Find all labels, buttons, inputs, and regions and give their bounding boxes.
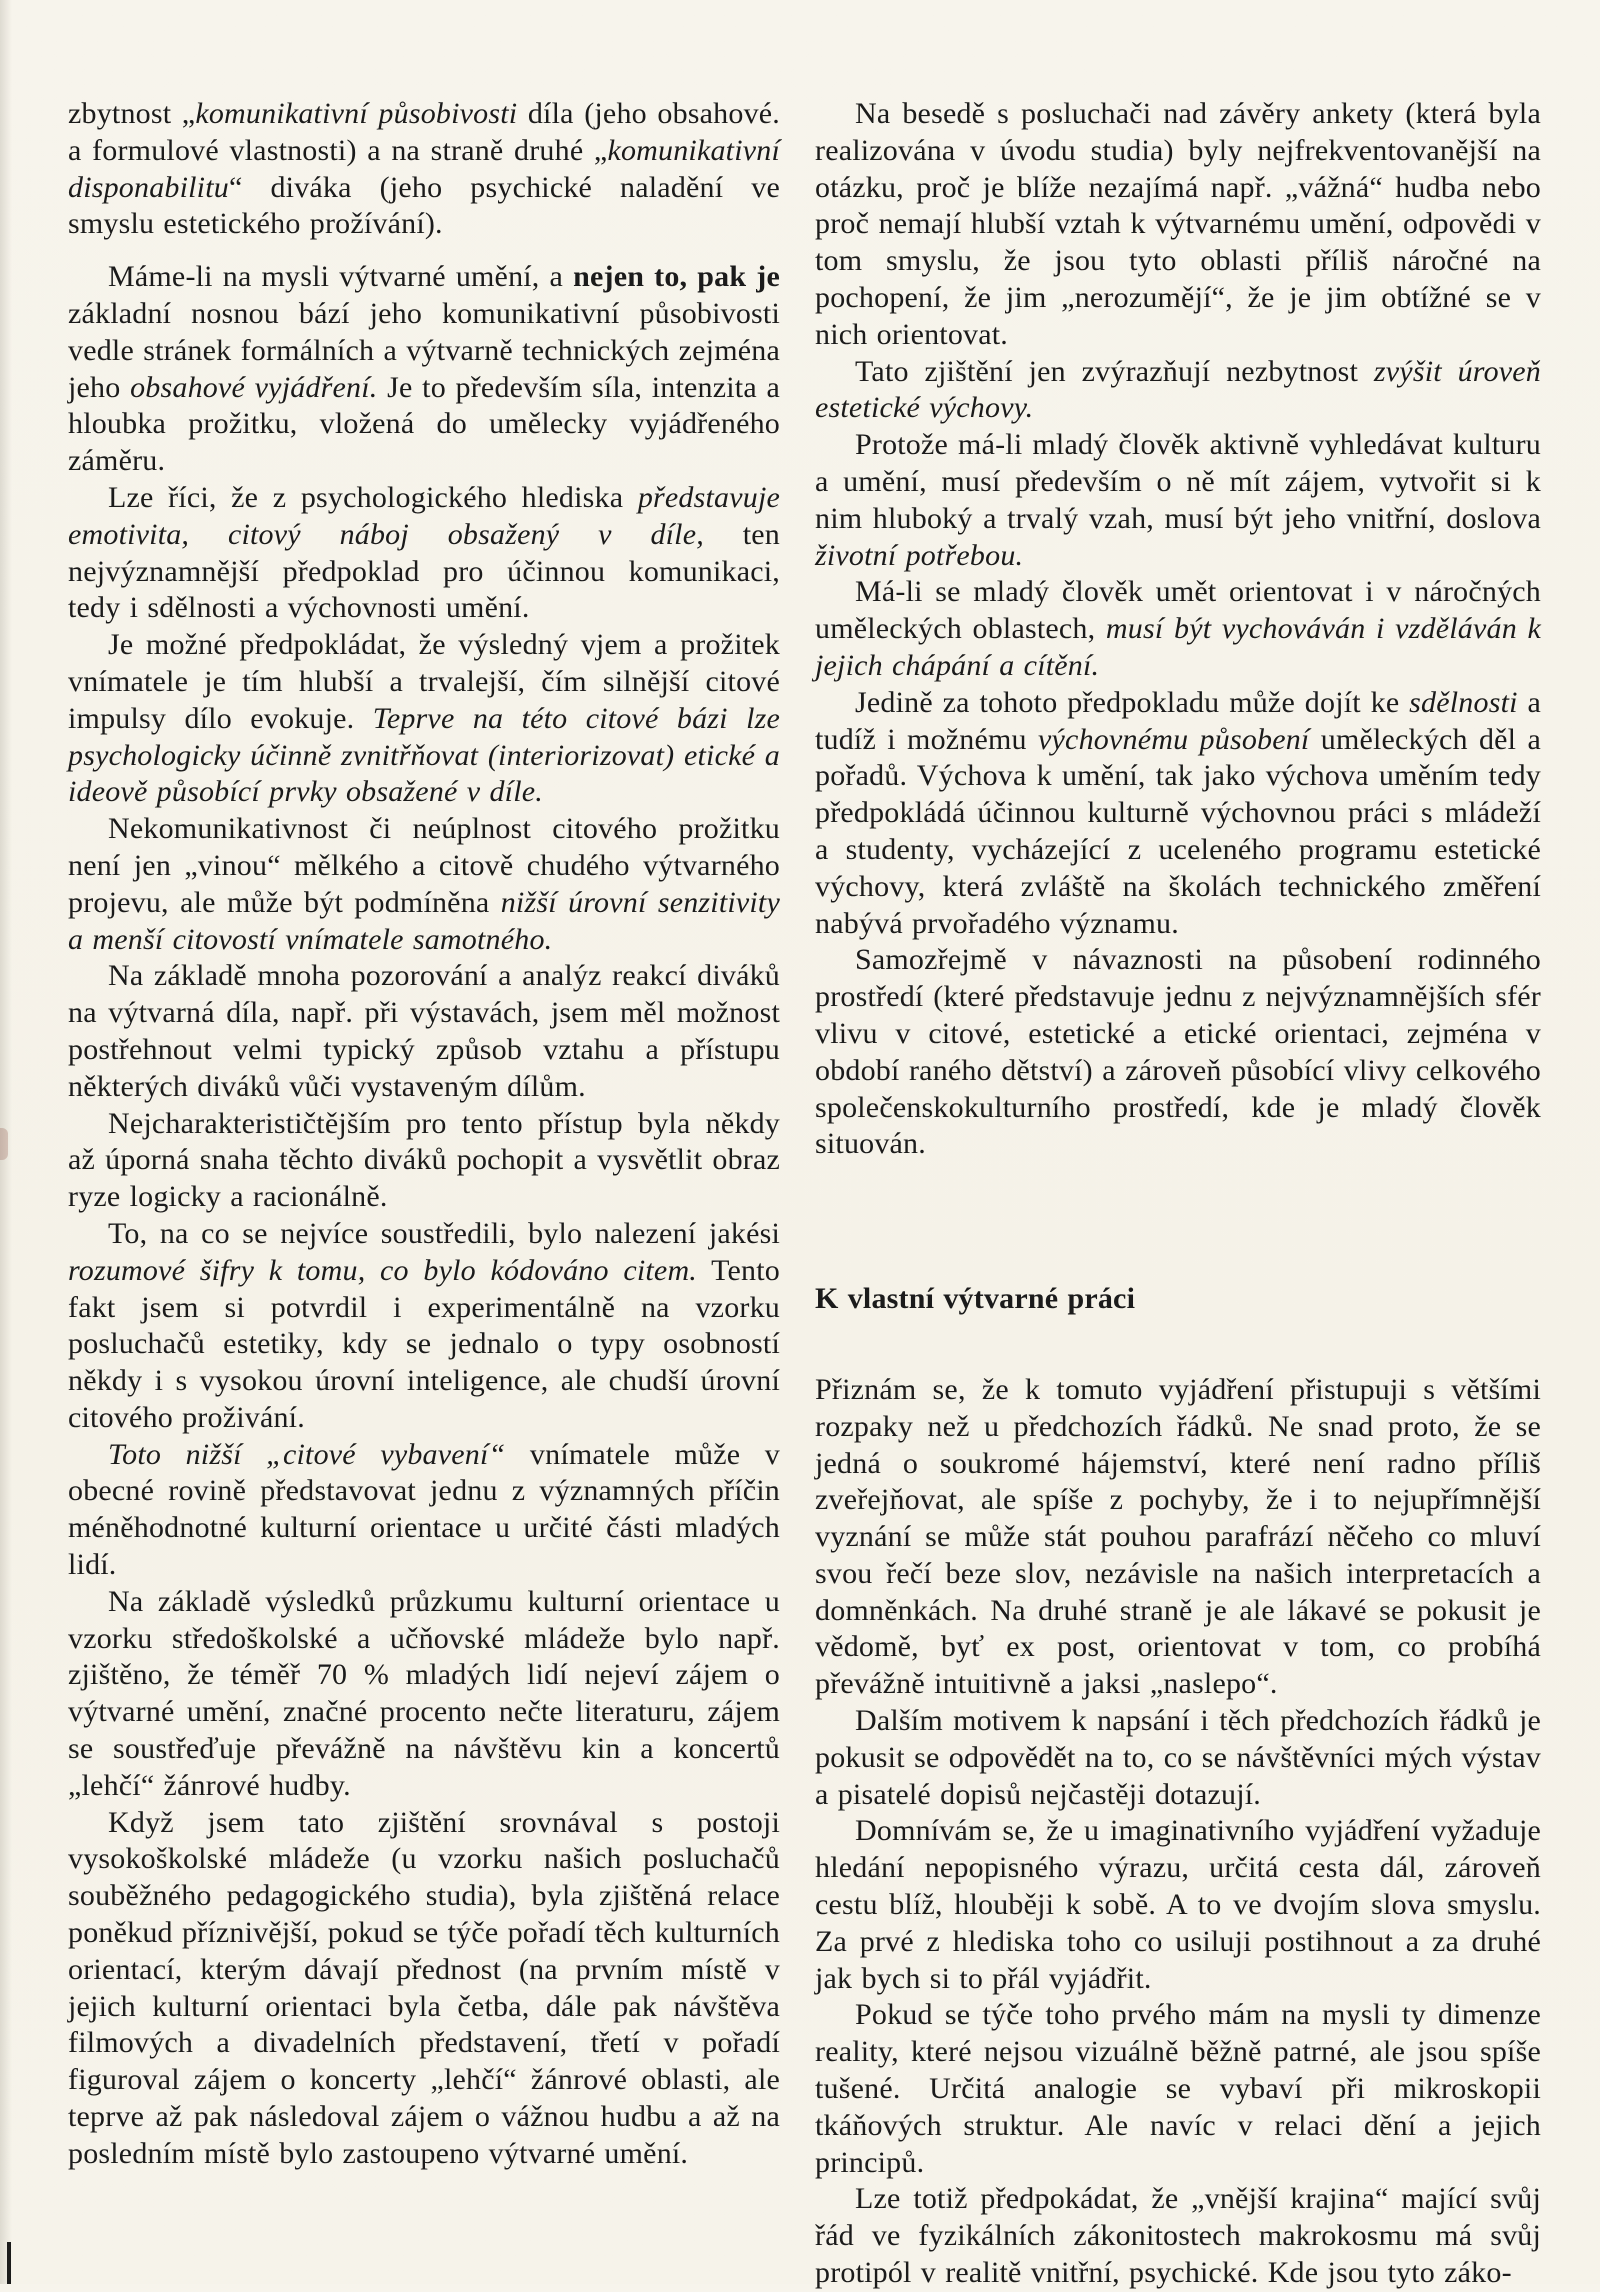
paragraph — [68, 1805, 780, 2173]
right-column — [815, 96, 1541, 2292]
scan-smudge-artifact — [0, 1128, 8, 1160]
text-run: rozumové šifry k tomu, co bylo kódováno citem. — [68, 1253, 698, 1287]
text-run: nejen to, pak je — [573, 260, 780, 294]
paragraph — [815, 1997, 1541, 2181]
text-run: Má-li se mladý člověk umět orientovat i v náročných uměleckých oblastech, — [815, 575, 1541, 646]
paragraph — [815, 354, 1541, 428]
text-run: Je to především síla, intenzita a hloubka prožitku, vložená do umělecky vyjádřeného záměru. — [68, 370, 781, 478]
scan-mark-artifact — [7, 2242, 11, 2284]
text-run: Pokud se týče toho prvého mám na mysli ty dimenze reality, které nejsou vizuálně běžně patrné, ale jsou spíše tušené. Určitá analogie se vybaví při mikroskopii tkáňových struktur. Ale navíc v relaci dění a jejich principů. — [815, 1998, 1541, 2179]
text-run: Nekomunikativnost či neúplnost citového prožitku není jen „vinou“ mělkého a citově chudého výtvarného projevu, ale může být podmíněna — [68, 812, 780, 919]
text-run: To, na co se nejvíce soustředili, bylo nalezení jakési — [108, 1216, 780, 1250]
text-run: Na základě výsledků průzkumu kulturní orientace u vzorku středoškolské a učňovské mládeže bylo např. zjištěno, že téměř 70 % mladých lidí nejeví zájem o výtvarné umění, značné procento nečte literaturu, zájem se soustřeďuje převážně na návštěvu kin a koncertů „lehčí“ žánrové hudby. — [68, 1584, 780, 1802]
text-run: “ diváka (jeho psychické naladění ve smyslu estetického prožívání). — [68, 170, 780, 241]
text-run: Lze říci, že z psychologického hlediska — [108, 480, 638, 514]
paragraph — [815, 942, 1541, 1163]
paragraph — [68, 1437, 780, 1584]
text-run: životní potřebou. — [815, 538, 1024, 572]
text-run: uměleckých děl a pořadů. Výchova k umění, tak jako výchova uměním tedy předpokládá účinnou kulturně výchovnou práci s mládeží a studenty, vycházející z uceleného programu estetické výchovy, která zvláště na školách technického změření nabývá prvořadého významu. — [815, 722, 1541, 940]
text-run: Přiznám se, že k tomuto vyjádření přistupuji s většími rozpaky než u předchozích řádků. Ne snad proto, že se jedná o soukromé hájemství, které není radno příliš zveřejňovat, ale spíše z pochyby, že i to nejupřímnější vyznání se může stát pouhou parafrází něčeho co mluví svou řečí beze slov, nezávisle na našich interpretacích a domněnkách. Na druhé straně je ale lákavé se pokusit je vědomě, byť ex post, orientovat v tom, co probíhá převážně intuitivně a jaksi „naslepo“. — [815, 1372, 1541, 1701]
text-run: Na základě mnoha pozorování a analýz reakcí diváků na výtvarná díla, např. při výstavách, jsem měl možnost postřehnout velmi typický způsob vztahu a přístupu některých diváků vůči vystaveným dílům. — [68, 959, 780, 1103]
text-run: Je možné předpokládat, že výsledný vjem a prožitek vnímatele je tím hlubší a trvalejší, čím silnější citové impulsy dílo evokuje. — [68, 628, 780, 735]
text-run: komunikativní působivosti — [195, 97, 518, 130]
text-run: Tento fakt jsem si potvrdil i experimentálně na vzorku posluchačů estetiky, kdy se jednalo o typy osobností někdy i s vysokou úrovní inteligence, ale chudší úrovní citového proživání. — [68, 1253, 780, 1434]
text-run: vnímatele může v obecné rovině představovat jednu z významných příčin méněhodnotné kulturní orientace u určité části mladých lidí. — [68, 1437, 780, 1582]
section-heading: K vlastní výtvarné práci — [815, 1282, 1136, 1316]
text-run: sdělnosti — [1409, 685, 1518, 719]
left-column — [68, 96, 780, 2173]
text-run: obsahové vyjádření. — [130, 370, 378, 404]
text-run: zvýšit úroveň estetické výchovy. — [815, 354, 1541, 425]
paragraph — [815, 96, 1541, 354]
text-run: představuje emotivita, citový náboj obsažený v díle, — [68, 480, 780, 551]
paragraph — [68, 1216, 780, 1437]
text-run: díla (jeho obsahové. a formulové vlastnosti) a na straně druhé „ — [68, 97, 780, 167]
text-run: zbytnost „ — [68, 97, 196, 130]
text-run: nižší úrovní senzitivity a menší citovostí vnímatele samotného. — [68, 885, 780, 956]
text-run: Jedině za tohoto předpokladu může dojít ke — [855, 685, 1410, 719]
paragraph — [68, 96, 780, 243]
text-run: Teprve na této citové bázi lze psychologicky účinně zvnitřňovat (interiorizovat) etické a ideově působící prvky obsažené v díle. — [68, 701, 780, 809]
paragraph — [815, 1813, 1541, 1997]
text-run: Lze totiž předpokádat, že „vnější krajina“ mající svůj řád ve fyzikálních zákonitostech makrokosmu má svůj protipól v realitě vnitřní, psychické. Kde jsou tyto záko- — [815, 2182, 1541, 2290]
paragraph — [815, 574, 1541, 684]
text-run: Máme-li na mysli výtvarné umění, a — [108, 260, 574, 294]
text-run: Domnívám se, že u imaginativního vyjádření vyžaduje hledání nepopisného výrazu, určitá cesta dál, zároveň cestu blíž, hlouběji k sobě. A to ve dvojím slova smyslu. Za prvé z hlediska toho co usiluji postihnout a za druhé jak bych si to přál vyjádřit. — [815, 1814, 1541, 1995]
text-run: komunikativní disponabilitu — [68, 133, 780, 204]
text-run: Protože má-li mladý člověk aktivně vyhledávat kulturu a umění, musí především o ně mít zájem, vytvořit si k nim hluboký a trvalý vzah, musí být jeho vnitřní, doslova — [815, 428, 1541, 535]
paragraph — [68, 1106, 780, 1216]
text-run: základní nosnou bází jeho komunikativní působivosti vedle stránek formálních a výtvarně technických zejména jeho — [68, 296, 780, 404]
text-run: Tato zjištění jen zvýrazňují nezbytnost — [855, 354, 1374, 388]
text-run: ten nejvýznamnější předpoklad pro účinnou komunikaci, tedy i sdělnosti a výchovnosti umění. — [68, 517, 780, 625]
text-run: Dalším motivem k napsání i těch předchozích řádků je pokusit se odpovědět na to, co se návštěvníci mých výstav a pisatelé dopisů nejčastěji dotazují. — [815, 1704, 1541, 1811]
paragraph — [815, 2181, 1541, 2291]
paragraph — [68, 259, 780, 480]
paragraph — [68, 480, 780, 627]
paragraph — [68, 627, 780, 811]
paragraph — [68, 811, 780, 958]
text-run: Na besedě s posluchači nad závěry ankety (která byla realizována v úvodu studia) byly nejfrekventovanější na otázku, proč je blíže nezajímá např. „vážná“ hudba nebo proč nemají hlubší vztah k výtvarnému umění, odpovědi v tom smyslu, že jsou tyto oblasti příliš náročné na pochopení, že jim „nerozumějí“, že je jim obtížné se v nich orientovat. — [815, 97, 1541, 351]
text-run: musí být vychováván i vzděláván k jejich chápání a cítění. — [815, 612, 1542, 682]
paragraph — [815, 1703, 1541, 1813]
paragraph — [815, 1372, 1541, 1703]
text-run: Když jsem tato zjištění srovnával s postoji vysokoškolské mládeže (u vzorku našich posluchačů souběžného pedagogického studia), byla zjištěná relace poněkud příznivější, pokud se týče pořadí těch kulturních orientací, kterým dávají přednost (na prvním místě v jejich kulturní orientaci byla četba, dále pak návštěva filmových a divadelních představení, třetí v pořadí figuroval zájem o koncerty „lehčí“ žánrové oblasti, ale teprve až pak následoval zájem o vážnou hudbu a až na posledním místě bylo zastoupeno výtvarné umění. — [68, 1805, 780, 2170]
text-run: výchovnému působení — [1038, 722, 1310, 756]
text-run: a tudíž i možnému — [815, 685, 1541, 756]
paragraph — [68, 1584, 780, 1805]
text-run: Nejcharakterističtějším pro tento přístup byla někdy až úporná snaha těchto diváků pochopit a vysvětlit obraz ryze logicky a racionálně. — [68, 1106, 780, 1214]
paragraph — [815, 427, 1541, 574]
paragraph — [815, 685, 1541, 943]
paragraph — [68, 958, 780, 1105]
text-run: Samozřejmě v návaznosti na působení rodinného prostředí (které představuje jednu z nejvýznamnějších sfér vlivu v citové, estetické a etické orientaci, zejména v období raného dětství) a zároveň působící vlivy celkového společenskokulturního prostředí, kde je mladý člověk situován. — [815, 943, 1541, 1161]
text-run: Toto nižší „citové vybavení“ — [108, 1437, 506, 1471]
